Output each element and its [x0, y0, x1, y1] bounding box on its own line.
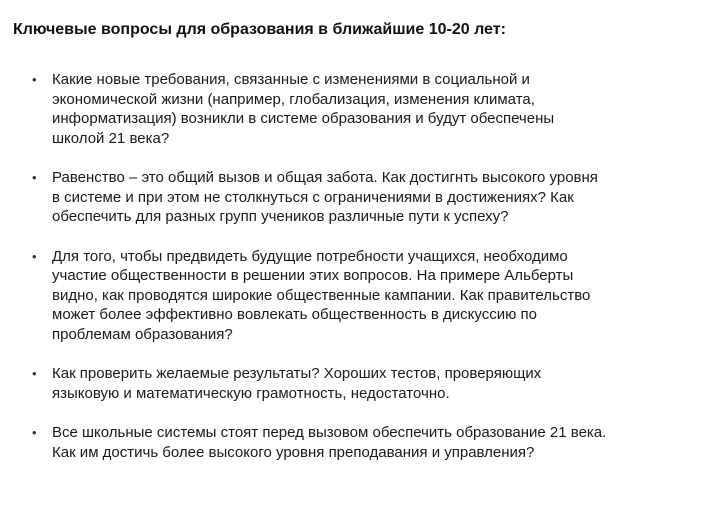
- bullet-dot-icon: •: [32, 366, 37, 381]
- bullet-line: языковую и математическую грамотность, недостаточно.: [52, 384, 450, 402]
- bullet-line: может более эффективно вовлекать общественность в дискуссию по: [52, 306, 537, 323]
- bullet-item-4: [32, 364, 692, 403]
- bullet-list: [32, 70, 692, 482]
- bullet-line: видно, как проводятся широкие общественные кампании. Как правительство: [52, 286, 591, 304]
- bullet-item-2: [32, 168, 692, 227]
- bullet-item-1: [32, 70, 692, 148]
- bullet-dot-icon: •: [32, 248, 37, 264]
- bullet-line: проблемам образования?: [52, 325, 233, 343]
- bullet-item-5: [32, 423, 692, 462]
- bullet-item-3: [32, 247, 692, 345]
- bullet-line: Для того, чтобы предвидеть будущие потребности учащихся, необходимо: [52, 247, 568, 265]
- bullet-line: участие общественности в решении этих вопросов. На примере Альберты: [52, 267, 574, 284]
- bullet-line: обеспечить для разных групп учеников различные пути к успеху?: [52, 208, 509, 225]
- bullet-dot-icon: •: [32, 72, 37, 87]
- bullet-line: в системе и при этом не столкнуться с ограничениями в достижениях? Как: [52, 188, 574, 206]
- bullet-line: Равенство – это общий вызов и общая забота. Как достигнть высокого уровня: [52, 169, 598, 186]
- bullet-dot-icon: •: [32, 425, 37, 440]
- bullet-dot-icon: •: [32, 170, 37, 185]
- bullet-line: информатизация) возникли в системе образования и будут обеспечены: [52, 110, 555, 127]
- bullet-line: Как проверить желаемые результаты? Хороших тестов, проверяющих: [52, 365, 542, 382]
- bullet-line: Все школьные системы стоят перед вызовом обеспечить образование 21 века.: [52, 424, 607, 441]
- bullet-line: Какие новые требования, связанные с изменениями в социальной и: [52, 71, 530, 88]
- bullet-line: экономической жизни (например, глобализация, изменения климата,: [52, 90, 535, 108]
- bullet-line: школой 21 века?: [52, 129, 170, 147]
- bullet-line: Как им достичь более высокого уровня преподавания и управления?: [52, 443, 535, 461]
- slide-title: Ключевые вопросы для образования в ближайшие 10-20 лет:: [13, 21, 506, 38]
